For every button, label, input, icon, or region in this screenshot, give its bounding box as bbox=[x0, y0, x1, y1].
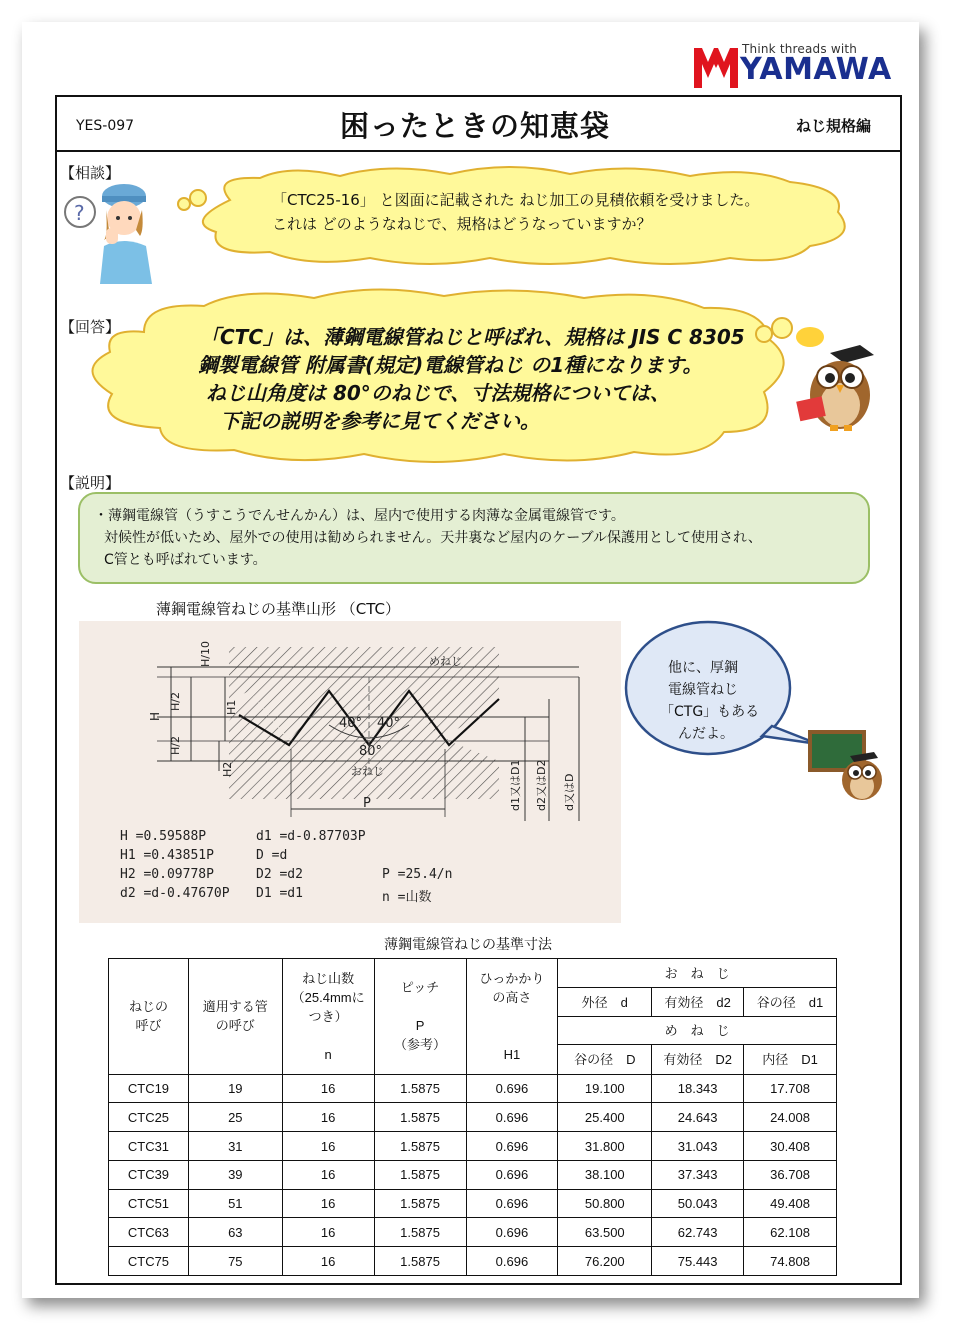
cell-thread-name: CTC51 bbox=[109, 1189, 189, 1218]
cell-pitch-diameter: 24.643 bbox=[652, 1103, 744, 1132]
consult-line-1: 「CTC25-16」 と図面に記載された ねじ加工の見積依頼を受けました。 bbox=[272, 191, 760, 209]
label-angle-right: 40° bbox=[377, 716, 401, 731]
cell-pitch-diameter: 75.443 bbox=[652, 1247, 744, 1276]
table-row bbox=[109, 1189, 837, 1218]
answer-line-3: ねじ山角度は 80°のねじで、寸法規格については、 bbox=[206, 381, 670, 405]
header-root-diameter-female: 谷の径 D bbox=[558, 1045, 652, 1074]
table-row bbox=[109, 1218, 837, 1247]
cell-engagement-height: 0.696 bbox=[466, 1074, 558, 1103]
header-divider bbox=[55, 150, 902, 152]
label-h2: H2 bbox=[221, 761, 234, 777]
label-h2-upper: H/2 bbox=[169, 692, 182, 711]
cell-thread-name: CTC39 bbox=[109, 1160, 189, 1189]
formula-h: H =0.59588P bbox=[120, 829, 207, 844]
cell-thread-count: 16 bbox=[282, 1247, 374, 1276]
table-caption: 薄鋼電線管ねじの基準寸法 bbox=[384, 937, 552, 953]
header-pitch-diameter-female: 有効径 D2 bbox=[652, 1045, 744, 1074]
header-pipe-size: 適用する管 の呼び bbox=[188, 959, 282, 1075]
cell-outer-diameter: 31.800 bbox=[558, 1132, 652, 1161]
cell-pitch-diameter: 18.343 bbox=[652, 1074, 744, 1103]
cell-pipe-size: 19 bbox=[188, 1074, 282, 1103]
owl-bubble-line-1: 他に、厚鋼 bbox=[668, 660, 738, 676]
cell-root-diameter: 17.708 bbox=[744, 1074, 837, 1103]
cell-outer-diameter: 50.800 bbox=[558, 1189, 652, 1218]
label-h: H bbox=[148, 711, 162, 721]
cell-outer-diameter: 19.100 bbox=[558, 1074, 652, 1103]
header-thread-name: ねじの 呼び bbox=[109, 959, 189, 1075]
cell-pitch: 1.5875 bbox=[374, 1189, 466, 1218]
header-engagement-height: ひっかかり の高さ H1 bbox=[466, 959, 558, 1075]
cell-thread-count: 16 bbox=[282, 1103, 374, 1132]
cell-pitch: 1.5875 bbox=[374, 1132, 466, 1161]
cell-pitch: 1.5875 bbox=[374, 1247, 466, 1276]
cell-pitch: 1.5875 bbox=[374, 1160, 466, 1189]
page-title: 困ったときの知恵袋 bbox=[340, 109, 611, 143]
label-d2: d2又はD2 bbox=[535, 759, 548, 811]
doc-id: YES-097 bbox=[76, 118, 135, 134]
cell-root-diameter: 49.408 bbox=[744, 1189, 837, 1218]
header-pitch: ピッチ P （参考） bbox=[374, 959, 466, 1075]
cell-pitch-diameter: 50.043 bbox=[652, 1189, 744, 1218]
label-d1: d1又はD1 bbox=[509, 759, 522, 811]
spec-table bbox=[108, 958, 837, 1276]
cell-root-diameter: 36.708 bbox=[744, 1160, 837, 1189]
cell-engagement-height: 0.696 bbox=[466, 1189, 558, 1218]
table-row bbox=[109, 1074, 837, 1103]
cell-pipe-size: 75 bbox=[188, 1247, 282, 1276]
cell-root-diameter: 62.108 bbox=[744, 1218, 837, 1247]
header-outer-diameter: 外径 d bbox=[558, 988, 652, 1017]
cell-pipe-size: 25 bbox=[188, 1103, 282, 1132]
yamawa-logo-icon bbox=[694, 44, 738, 88]
cell-pitch-diameter: 31.043 bbox=[652, 1132, 744, 1161]
cell-engagement-height: 0.696 bbox=[466, 1132, 558, 1161]
cell-pitch-diameter: 37.343 bbox=[652, 1160, 744, 1189]
label-h2-lower: H/2 bbox=[169, 736, 182, 755]
cell-thread-name: CTC63 bbox=[109, 1218, 189, 1247]
cell-outer-diameter: 63.500 bbox=[558, 1218, 652, 1247]
cell-thread-count: 16 bbox=[282, 1218, 374, 1247]
formula-d1: d1 =d-0.87703P bbox=[256, 829, 366, 844]
category-label: ねじ規格編 bbox=[796, 117, 872, 135]
logo-tagline: Think threads with bbox=[742, 42, 858, 56]
cell-root-diameter: 24.008 bbox=[744, 1103, 837, 1132]
question-mark-icon: ? bbox=[74, 201, 85, 225]
cell-pitch: 1.5875 bbox=[374, 1218, 466, 1247]
cell-pipe-size: 63 bbox=[188, 1218, 282, 1247]
cell-thread-name: CTC19 bbox=[109, 1074, 189, 1103]
explain-line-2: 対候性が低いため、屋外での使用は勧められません。天井裏など屋内のケーブル保護用として使用され、 bbox=[104, 530, 762, 546]
owl-professor-icon bbox=[790, 325, 880, 435]
table-row bbox=[109, 1160, 837, 1189]
cell-pitch: 1.5875 bbox=[374, 1103, 466, 1132]
cell-outer-diameter: 38.100 bbox=[558, 1160, 652, 1189]
cell-pitch-diameter: 62.743 bbox=[652, 1218, 744, 1247]
owl-blackboard-icon bbox=[806, 730, 890, 802]
header-root-diameter-male: 谷の径 d1 bbox=[744, 988, 837, 1017]
explain-line-3: C管とも呼ばれています。 bbox=[104, 552, 267, 568]
table-row bbox=[109, 1247, 837, 1276]
label-angle-full: 80° bbox=[359, 744, 383, 759]
answer-line-2: 鋼製電線管 附属書(規定)電線管ねじ の1種になります。 bbox=[198, 353, 703, 377]
formula-D: D =d bbox=[256, 848, 288, 863]
cell-thread-count: 16 bbox=[282, 1074, 374, 1103]
cell-pipe-size: 31 bbox=[188, 1132, 282, 1161]
cell-root-diameter: 30.408 bbox=[744, 1132, 837, 1161]
consult-label: 【相談】 bbox=[60, 164, 121, 182]
cell-thread-name: CTC25 bbox=[109, 1103, 189, 1132]
label-angle-left: 40° bbox=[339, 716, 363, 731]
label-d: d又はD bbox=[563, 773, 576, 811]
cell-pitch: 1.5875 bbox=[374, 1074, 466, 1103]
owl-bubble-line-3: 「CTG」もある bbox=[660, 704, 760, 720]
formula-h2: H2 =0.09778P bbox=[120, 867, 214, 882]
label-h1: H1 bbox=[225, 699, 238, 715]
answer-line-1: 「CTC」は、薄鋼電線管ねじと呼ばれ、規格は JIS C 8305 bbox=[200, 325, 745, 349]
formula-P: P =25.4/n bbox=[382, 867, 453, 882]
table-row bbox=[109, 1132, 837, 1161]
answer-label: 【回答】 bbox=[60, 318, 121, 336]
cell-pipe-size: 39 bbox=[188, 1160, 282, 1189]
cell-thread-count: 16 bbox=[282, 1160, 374, 1189]
header-inner-diameter: 内径 D1 bbox=[744, 1045, 837, 1074]
cell-thread-count: 16 bbox=[282, 1132, 374, 1161]
owl-bubble-line-4: んだよ。 bbox=[678, 726, 734, 742]
cell-thread-count: 16 bbox=[282, 1189, 374, 1218]
cell-outer-diameter: 25.400 bbox=[558, 1103, 652, 1132]
cell-thread-name: CTC31 bbox=[109, 1132, 189, 1161]
header-thread-count: ねじ山数 （25.4mmに つき） n bbox=[282, 959, 374, 1075]
header-pitch-diameter-male: 有効径 d2 bbox=[652, 988, 744, 1017]
label-h10: H/10 bbox=[199, 641, 212, 667]
header-male-thread: お ね じ bbox=[558, 959, 837, 988]
label-male-thread: おねじ bbox=[351, 765, 384, 778]
worker-character-icon bbox=[60, 180, 172, 284]
cell-pipe-size: 51 bbox=[188, 1189, 282, 1218]
cell-engagement-height: 0.696 bbox=[466, 1103, 558, 1132]
cell-engagement-height: 0.696 bbox=[466, 1218, 558, 1247]
explain-label: 【説明】 bbox=[60, 474, 121, 492]
formula-D1: D1 =d1 bbox=[256, 886, 303, 901]
header-female-thread: め ね じ bbox=[558, 1017, 837, 1045]
cell-engagement-height: 0.696 bbox=[466, 1160, 558, 1189]
diagram-title: 薄鋼電線管ねじの基準山形 （CTC） bbox=[156, 600, 401, 618]
label-pitch: P bbox=[363, 796, 371, 811]
formula-d2: d2 =d-0.47670P bbox=[120, 886, 230, 901]
cell-outer-diameter: 76.200 bbox=[558, 1247, 652, 1276]
cell-engagement-height: 0.696 bbox=[466, 1247, 558, 1276]
formula-n: n =山数 bbox=[382, 890, 432, 905]
formula-h1: H1 =0.43851P bbox=[120, 848, 214, 863]
owl-bubble-line-2: 電線管ねじ bbox=[668, 682, 738, 698]
label-female-thread: めねじ bbox=[429, 655, 462, 668]
cell-thread-name: CTC75 bbox=[109, 1247, 189, 1276]
table-row bbox=[109, 1103, 837, 1132]
explain-line-1: ・薄鋼電線管（うすこうでんせんかん）は、屋内で使用する肉薄な金属電線管です。 bbox=[94, 508, 625, 524]
formula-D2: D2 =d2 bbox=[256, 867, 303, 882]
consult-line-2: これは どのようなねじで、規格はどうなっていますか？ bbox=[272, 215, 652, 233]
logo-name: YAMAWA bbox=[740, 52, 892, 87]
answer-line-4: 下記の説明を参考に見てください。 bbox=[220, 409, 540, 433]
cell-root-diameter: 74.808 bbox=[744, 1247, 837, 1276]
